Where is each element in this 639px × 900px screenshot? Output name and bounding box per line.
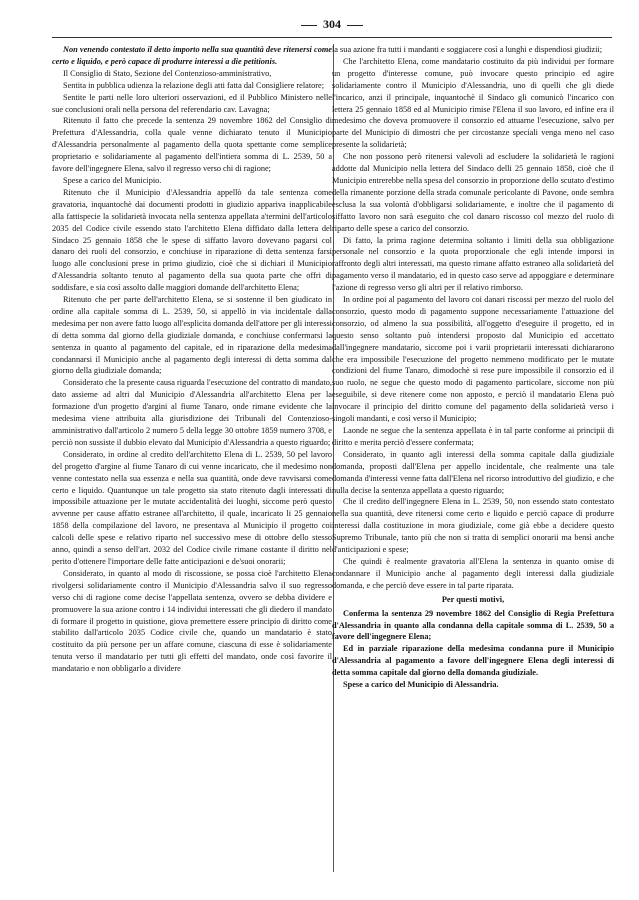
right-column-paragraph: Per questi motivi,: [441, 594, 505, 604]
right-column-paragraph: Considerato, in quanto agli interessi della somma capitale dalla giudiziale domanda, proposti dall'Elena per appello incidentale, che realmente una tale domanda d'interessi venne fatta dall'Elena nel ricorso introduttivo del giudizio, e che nulla decise la sentenza appellata a questo riguardo;: [332, 449, 614, 495]
left-column-paragraph: Non venendo contestato il detto importo nella sua quantità deve ritenersi come certo e liquido, e però capace di produrre interessi a die petitionis.: [52, 45, 332, 66]
left-column-paragraph: Spese a carico del Municipio.: [63, 175, 162, 185]
right-column-paragraph: Ed in parziale riparazione della medesima condanna pure il Municipio d'Alessandria al pagamento a favore dell'ingegnere Elena degli interessi di detta somma capitale dal giorno della domanda giudiziale.: [332, 644, 614, 678]
header-dash-left: [301, 25, 317, 26]
right-column: [332, 44, 614, 864]
right-column-paragraph: Che il credito dell'ingegnere Elena in L. 2539, 50, non essendo stato contestato nella sua quantità, deve ritenersi come certo e liquido e perciò capace di produrre interessi dalla costituzione in mora giudiziale, come già ebbe a decidere questo Supremo Tribunale, tanto più che non si tratta di semplici onorarii ma bensì anche d'anticipazioni e spese;: [332, 497, 614, 555]
page-header: [52, 14, 612, 34]
left-column-paragraph: Sentita in pubblica udienza la relazione degli atti fatta dal Consigliere relatore;: [63, 80, 325, 90]
right-column-paragraph: In ordine poi al pagamento del lavoro coi danari riscossi per mezzo del ruolo del consorzio, questo modo di pagamento suppone necessariamente l'attuazione del consorzio, od almeno la sua possibilità, all'oggetto d'eseguire il progetto, ed in questo senso soltanto può intendersi proposto dal Municipio ed accettato dall'ingegnere mandatario, siccome poi i varii proprietarii interessati dichiararono che era impossibile l'esecuzione del progetto nemmeno modificato per le mutate condizioni del fiume Tanaro, dimodochè si rese pure impossibile il consorzio ed il suo ruolo, ne segue che questo modo di pagamento particolare, siccome non più eseguibile, si deve ritenere come non apposto, e perciò il mandatario Elena può invocare il principio del diritto comune del pagamento della solidarietà verso i singoli mandanti, e così verso il Municipio;: [332, 295, 614, 424]
left-column-paragraph: Sentite le parti nelle loro ulteriori osservazioni, ed il Pubblico Ministero nelle sue conclusioni orali nella persona del referendario cav. Lavagna;: [52, 92, 332, 114]
right-column-paragraph: Spese a carico del Municipio di Alessandria.: [343, 680, 499, 690]
header-dash-right: [347, 25, 363, 26]
right-column-paragraph: Che quindi è realmente gravatoria all'Elena la sentenza in quanto omise di condannare il Municipio anche al pagamento degli interessi dalla giudiziale domanda, e che perciò deve essere in tal parte riparata.: [332, 556, 614, 590]
right-column-paragraph: Che l'architetto Elena, come mandatario costituito da più individui per formare un progetto d'interesse comune, può invocare questo principio ed agire solidariamente contro il Municipio d'Alessandria, uno di quelli che gli diede l'incarico, anzi il principale, inquantochè il Sindaco gli comunicò l'incarico con lettera 25 gennaio 1858 ed al Municipio rimise l'Elena il suo lavoro, ed infine era il medesimo che doveva promuovere il consorzio ed attuarne l'esecuzione, salvo per parte del Municipio di dimostri che per circostanze speciali venga meno nel caso presente la solidarietà;: [332, 56, 614, 150]
left-column-paragraph: Considerato che la presente causa riguarda l'esecuzione del contratto di mandato, dato assieme ad altri dal Municipio d'Alessandria all'architetto Elena per la formazione d'un progetto d'argini al fiume Tanaro, onde rimane evidente che la medesima viene attribuita alla giurisdizione dei Tribunali del Contenzioso-amministrativo dall'articolo 2 numero 5 della legge 30 ottobre 1859 numero 3708, e perciò non sussiste il dubbio elevato dal Municipio d'Alessandria a questo riguardo;: [52, 378, 332, 447]
header-rule: [52, 37, 612, 38]
left-column-paragraph: Il Consiglio di Stato, Sezione del Contenzioso-amministrativo,: [63, 68, 272, 78]
right-column-paragraph: Che non possono però ritenersi valevoli ad escludere la solidarietà le ragioni addotte dal Municipio nella lettera del Sindaco delli 25 gennaio 1858, cioè che il Municipio entrerebbe nella spesa del consorzio in proporzione dello scutato d'estimo della rimanente porzione della strada comunale pericolante di Pavone, onde sembra esclusa la sua volontà d'obbligarsi solidariamente, e inoltre che il pagamento di siffatto lavoro non sarà eseguito che col danaro riscosso col mezzo del ruolo di riparto delle spese a carico del consorzio.: [332, 152, 614, 233]
right-column-paragraph: Conferma la sentenza 29 novembre 1862 del Consiglio di Regia Prefettura d'Alessandria in quanto alla condanna della capitale somma di L. 2539, 50 a favore dell'ingegnere Elena;: [332, 608, 614, 642]
page-number: 304: [323, 17, 341, 31]
left-column-paragraph: Ritenuto il fatto che precede la sentenza 29 novembre 1862 del Consiglio di Prefettura d'Alessandria, colla quale venne dichiarato tenuto il Municipio d'Alessandria personalmente al pagamento della quota spettante come semplice proprietario e solidariamente al pagamento dell'intiera somma di L. 2539, 50 a favore dell'ingegnere Elena, salvo il regresso verso chi di ragione;: [52, 116, 332, 174]
right-column-paragraph: la sua azione fra tutti i mandanti e soggiacere così a lunghi e dispendiosi giudizii;: [332, 45, 603, 54]
left-column-paragraph: Considerato, in quanto al modo di riscossione, se possa cioè l'architetto Elena rivolgersi solidariamente contro il Municipio d'Alessandria salvo il suo regresso verso chi di ragione come decise l'appellata sentenza, ovvero se debba dividere e promuovere la sua azione contro i 14 individui interessati che gli diedero il mandato di formare il progetto in quistione, giova premettere essere principio di diritto come stabilito dall'articolo 2035 Codice civile che, quando un mandatario è stato costituito da più persone per un affare comune, ciascuna di esse è solidariamente tenuta verso il mandatario per tutti gli effetti del mandato, onde così favorire il mandatario e non obbligarlo a dividere: [52, 568, 332, 674]
left-column-paragraph: Ritenuto che per parte dell'architetto Elena, se si sostenne il ben giudicato in ordine alla capitale somma di L. 2539, 50, si appellò in via incidentale dalla medesima per non avere fatto luogo all'esplicita domanda dell'attore per gli interessi di detta somma dal giorno della giudiziale domanda, e conchiuse confermarsi la sentenza in quanto al pagamento del capitale, ed in riparazione della medesima condannarsi il Municipio anche al pagamento degli interessi di detta somma dal giorno della giudiziale domanda;: [52, 295, 332, 376]
right-column-paragraph: Di fatto, la prima ragione determina soltanto i limiti della sua obbligazione personale nel consorzio e la quota proporzionale che egli intende imporsi in raffronto degli altri interessati, ma questo rimane affatto estraneo alla solidarietà del pagamento verso il mandatario, ed in questo caso serve ad appoggiare e determinare l'azione di regresso verso gli altri per il relativo rimborso.: [332, 235, 614, 293]
left-column-paragraph: Considerato, in ordine al credito dell'architetto Elena di L. 2539, 50 pel lavoro del progetto d'argine al fiume Tanaro di cui venne incaricato, che il medesimo non venne contestato nella sua essenza e nella sua quantità, onde deve ravvisarsi come certo e liquido. Quantunque un tale progetto sia stato ritenuto dagli interessati di impossibile attuazione per le mutate accidentalità dei luoghi, siccome però questo avvenne per cause affatto estranee all'architetto, il quale, incaricato li 25 gennaio 1858 della compilazione del lavoro, ne presentava al Municipio il progetto coi calcoli delle spese e relativo riparto nel successivo mese di ottobre dello stesso anno, quindi a senso dell'art. 2032 del Codice civile rimane costante il diritto nel perito d'ottenere l'importare delle fatte anticipazioni e de'suoi onorarii;: [52, 449, 332, 566]
left-column-paragraph: Ritenuto che il Municipio d'Alessandria appellò da tale sentenza come gravatoria, inquantochè dai documenti prodotti in giudizio appariva inapplicabile alla fattispecie la solidarietà invocata nella sentenza appellata a'termini dell'articolo 2035 del Codice civile essendo stato l'architetto Elena diffidato dalla lettera del Sindaco 25 gennaio 1858 che le spese di siffatto lavoro dovevano pagarsi col danaro dei ruoli del consorzio, e conchiuse in riparazione di detta sentenza farsi luogo alle conclusioni prese in primo giudizio, cioè che si dichiari il Municipio d'Alessandria soltanto tenuto al pagamento della sua quota parte che offri di soddisfare, e sia così assolto dalle maggiori domande dell'architetto Elena;: [52, 187, 332, 293]
right-column-paragraph: Laonde ne segue che la sentenza appellata è in tal parte conforme ai principii di diritto e merita perciò d'essere confermata;: [332, 426, 614, 447]
left-column: [52, 44, 332, 864]
